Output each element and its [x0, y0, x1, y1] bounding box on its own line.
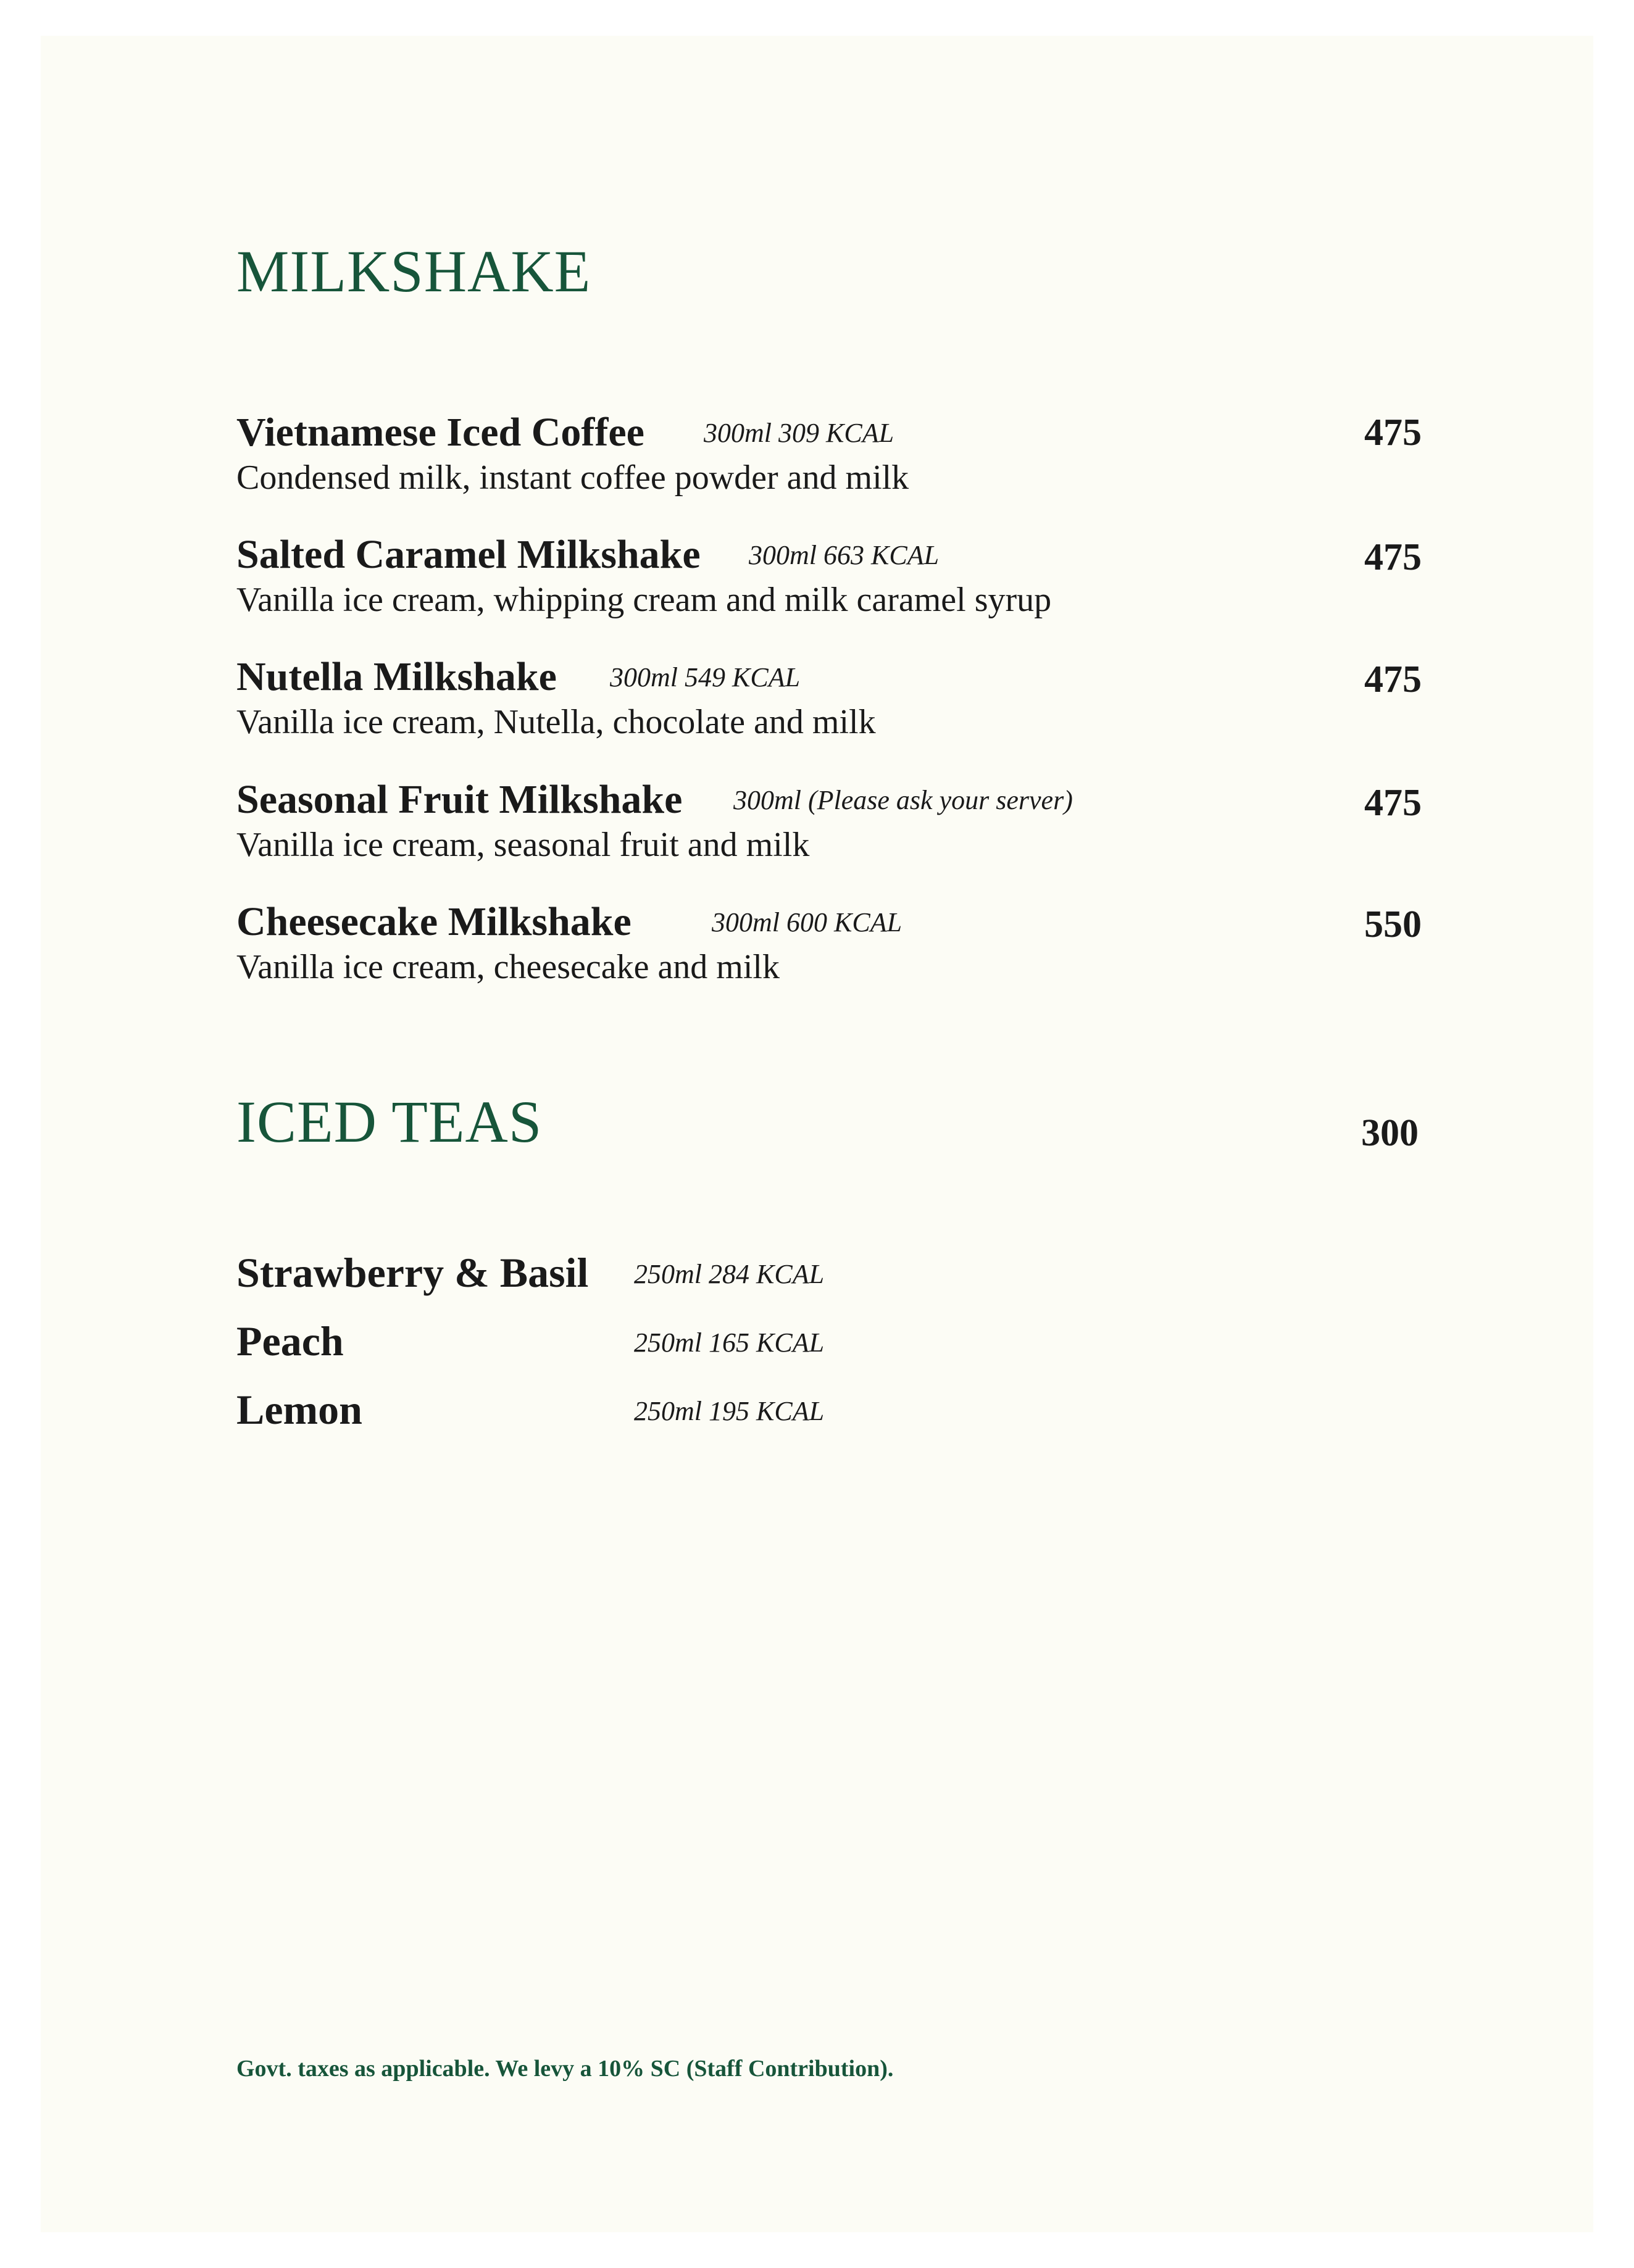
menu-item-vietnamese-iced-coffee: [236, 412, 1440, 495]
tea-item-meta: 250ml 284 KCAL: [634, 1259, 825, 1289]
menu-item-name: Salted Caramel Milkshake: [236, 532, 701, 577]
tea-item-meta: 250ml 195 KCAL: [634, 1396, 825, 1426]
tea-item-meta: 250ml 165 KCAL: [634, 1327, 825, 1358]
menu-item-price: 475: [1364, 536, 1422, 578]
menu-item-cheesecake-milkshake: [236, 899, 1440, 986]
menu-item-meta: 300ml (Please ask your server): [733, 785, 1073, 815]
footer-tax-note: Govt. taxes as applicable. We levy a 10% SC (Staff Contribution).: [236, 2056, 894, 2082]
menu-item-meta: 300ml 309 KCAL: [704, 418, 894, 448]
menu-item-price: 550: [1364, 903, 1422, 945]
menu-item-meta: 300ml 663 KCAL: [749, 540, 940, 570]
menu-item-name: Vietnamese Iced Coffee: [236, 410, 644, 455]
menu-item-description: Vanilla ice cream, cheesecake and milk: [236, 948, 780, 986]
menu-item-name: Nutella Milkshake: [236, 654, 557, 699]
menu-item-name: Cheesecake Milkshake: [236, 899, 632, 944]
menu-item-price: 475: [1364, 658, 1422, 700]
menu-item-salted-caramel-milkshake: [236, 534, 1440, 617]
menu-item-name: Seasonal Fruit Milkshake: [236, 777, 683, 822]
menu-item-seasonal-fruit-milkshake: [236, 779, 1440, 862]
menu-item-meta: 300ml 549 KCAL: [610, 662, 801, 692]
menu-item-meta: 300ml 600 KCAL: [712, 907, 902, 937]
menu-item-price: 475: [1364, 412, 1422, 454]
tea-item-name: Lemon: [236, 1386, 362, 1433]
menu-item-description: Vanilla ice cream, Nutella, chocolate and milk: [236, 703, 876, 741]
section-price-iced-teas: 300: [1361, 1112, 1419, 1154]
menu-item-price: 475: [1364, 782, 1422, 824]
menu-item-description: Vanilla ice cream, whipping cream and milk caramel syrup: [236, 581, 1052, 619]
section-title-iced-teas: ICED TEAS: [236, 1089, 543, 1155]
tea-item-name: Peach: [236, 1318, 344, 1365]
menu-item-nutella-milkshake: [236, 654, 1440, 741]
menu-item-description: Vanilla ice cream, seasonal fruit and milk: [236, 826, 810, 864]
section-title-milkshake: MILKSHAKE: [236, 238, 591, 304]
tea-item-name: Strawberry & Basil: [236, 1249, 589, 1296]
menu-item-description: Condensed milk, instant coffee powder and milk: [236, 459, 909, 497]
